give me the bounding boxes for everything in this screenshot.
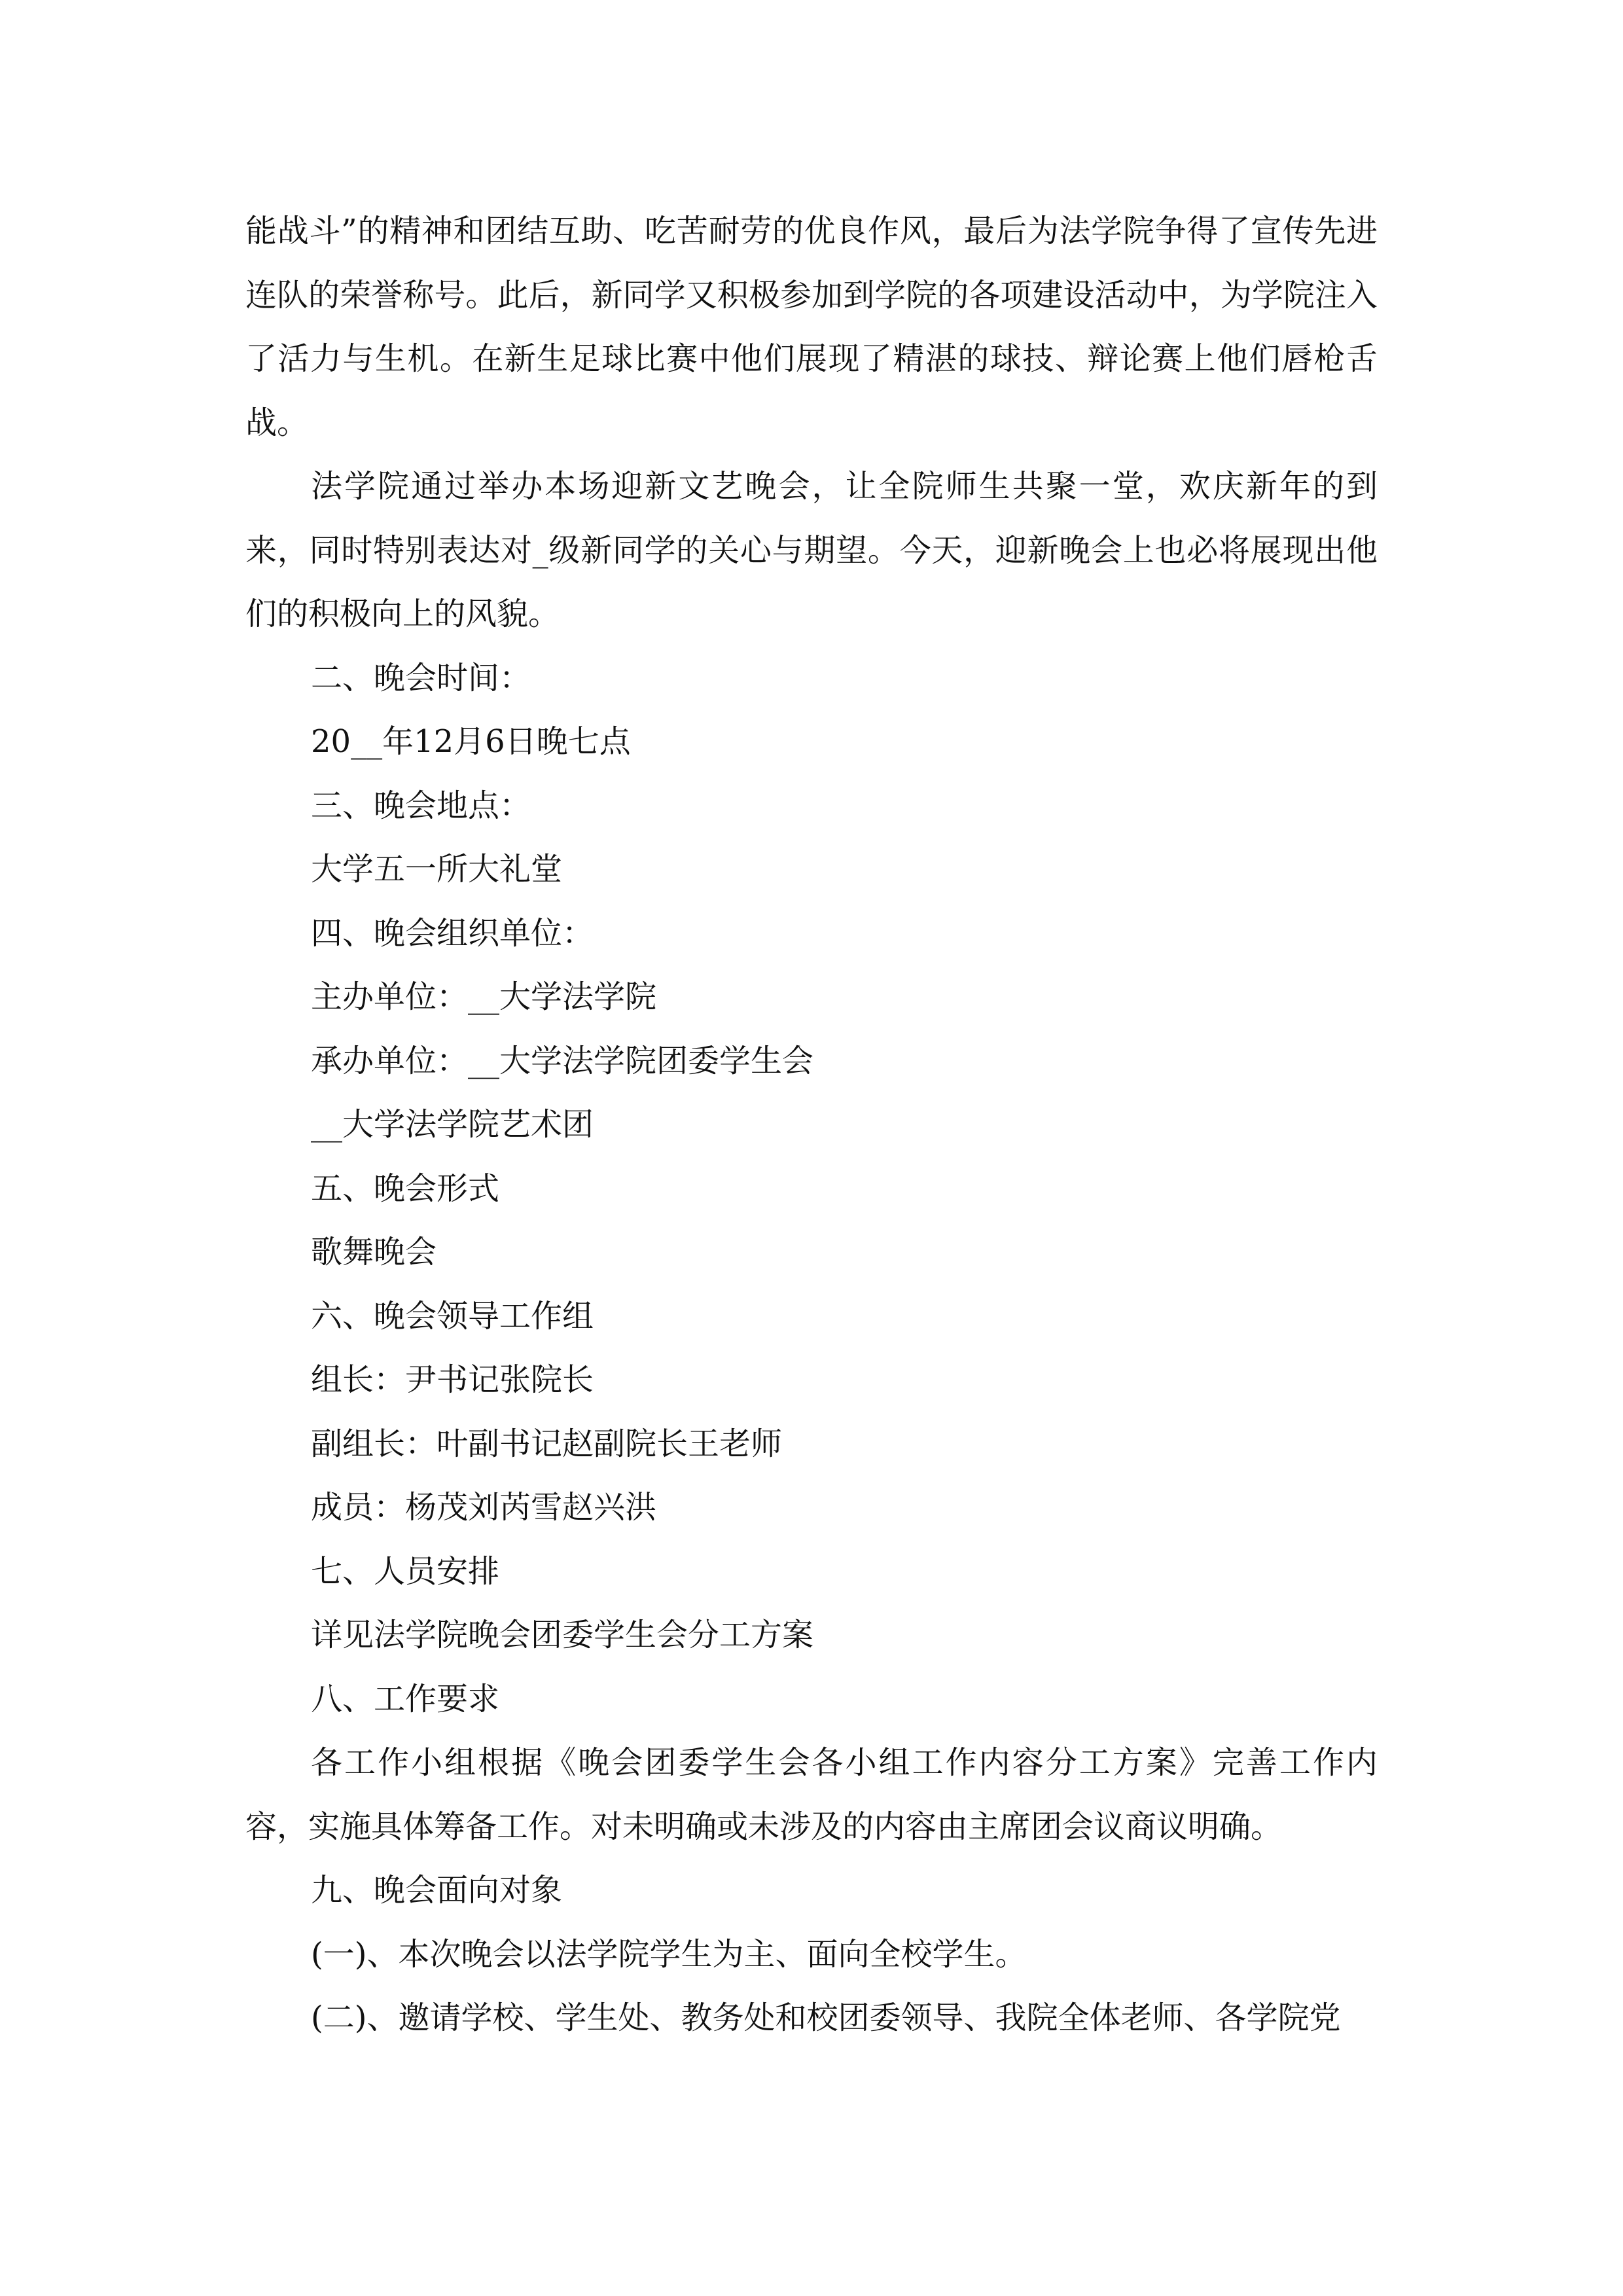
leader-group-deputy: 副组长：叶副书记赵副院长王老师: [311, 1425, 783, 1462]
gala-format-value: 歌舞晚会: [311, 1234, 437, 1270]
paragraph-military-training: 能战斗”的精神和团结互助、吃苦耐劳的优良作风，最后为法学院争得了宣传先进连队的荣誉称号。此后，新同学又积极参加到学院的各项建设活动中，为学院注入了活力与生机。在新生足球比赛中他们展现了精湛的球技、辩论赛上他们唇枪舌战。: [245, 213, 1378, 441]
heading-gala-time: 二、晚会时间：: [311, 659, 531, 696]
paragraph-gala-purpose: 法学院通过举办本场迎新文艺晚会，让全院师生共聚一堂，欢庆新年的到来，同时特别表达对_级新同学的关心与期望。今天，迎新晚会上也必将展现出他们的积极向上的风貌。: [245, 468, 1378, 632]
heading-work-requirements: 八、工作要求: [311, 1680, 500, 1717]
leader-group-members: 成员：杨茂刘芮雪赵兴洪: [311, 1489, 657, 1526]
heading-gala-venue: 三、晚会地点：: [311, 787, 531, 824]
heading-gala-format: 五、晚会形式: [311, 1170, 500, 1207]
heading-staffing: 七、人员安排: [311, 1552, 500, 1590]
document-body: [245, 200, 1378, 2051]
organizer-host: 主办单位：__大学法学院: [311, 978, 657, 1015]
organizer-art-troupe: __大学法学院艺术团: [311, 1106, 594, 1143]
leader-group-head: 组长：尹书记张院长: [311, 1361, 594, 1398]
organizer-undertaker: 承办单位：__大学法学院团委学生会: [311, 1042, 814, 1079]
heading-organizers: 四、晚会组织单位：: [311, 914, 594, 952]
paragraph-work-requirements: 各工作小组根据《晚会团委学生会各小组工作内容分工方案》完善工作内容，实施具体筹备工作。对未明确或未涉及的内容由主席团会议商议明确。: [245, 1744, 1378, 1845]
audience-item-2: (二)、邀请学校、学生处、教务处和校团委领导、我院全体老师、各学院党: [311, 2000, 1341, 2036]
gala-venue-value: 大学五一所大礼堂: [311, 851, 563, 888]
staffing-value: 详见法学院晚会团委学生会分工方案: [311, 1617, 814, 1653]
heading-audience: 九、晚会面向对象: [311, 1872, 563, 1909]
audience-item-1: (一)、本次晚会以法学院学生为主、面向全校学生。: [311, 1935, 1027, 1973]
gala-time-value: 20__年12月6日晚七点: [311, 723, 631, 760]
heading-leadership-group: 六、晚会领导工作组: [311, 1297, 594, 1335]
